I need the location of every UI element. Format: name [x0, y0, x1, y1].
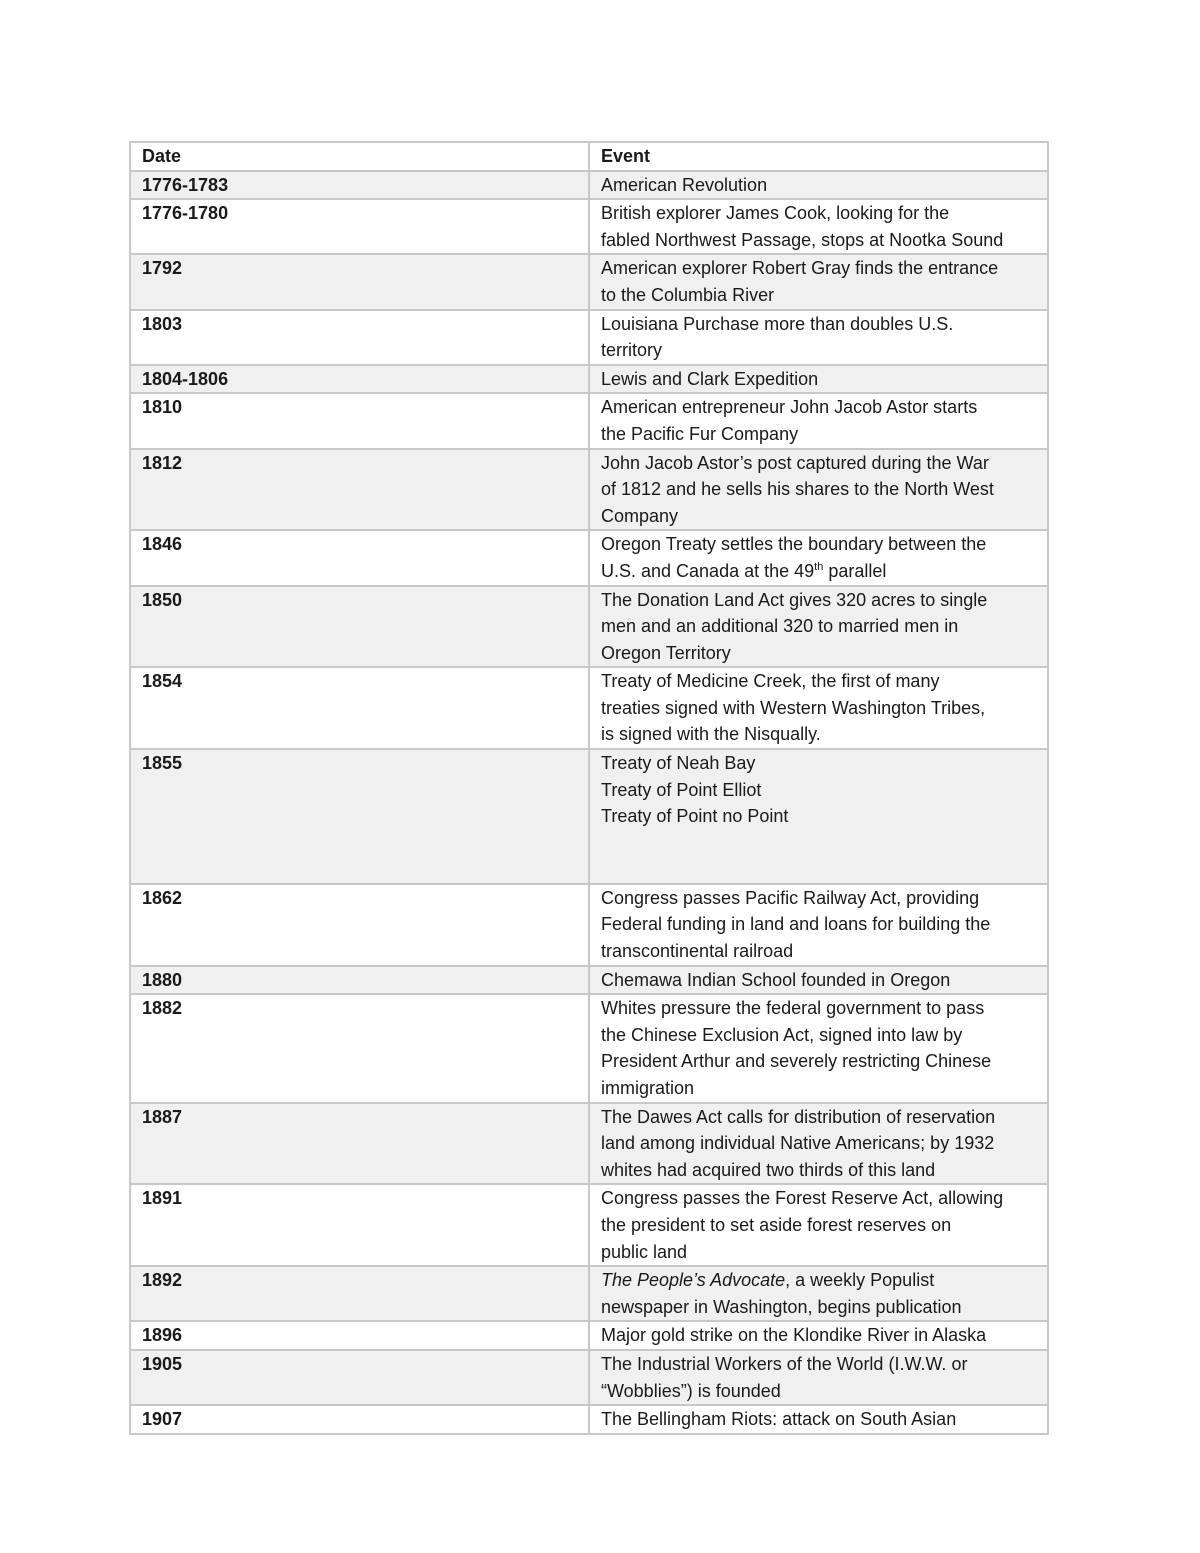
event-line: Treaty of Point Elliot [601, 779, 762, 800]
event-line: American explorer Robert Gray finds the entrance [601, 258, 999, 279]
table-row [130, 171, 1048, 200]
table-row [130, 749, 1048, 884]
date-cell: 1905 [130, 1350, 589, 1405]
table-row [130, 199, 1048, 254]
event-line: men and an additional 320 to married men in [601, 616, 959, 637]
date-cell: 1907 [130, 1405, 589, 1434]
event-line: John Jacob Astor’s post captured during the War [601, 452, 989, 473]
date-cell: 1896 [130, 1321, 589, 1350]
event-line: the Pacific Fur Company [601, 423, 799, 444]
date-cell: 1850 [130, 586, 589, 668]
event-cell [589, 884, 1048, 966]
table-row [130, 667, 1048, 749]
table-row [130, 365, 1048, 394]
date-cell: 1862 [130, 884, 589, 966]
date-cell: 1776-1783 [130, 171, 589, 200]
event-line: Treaty of Medicine Creek, the first of many [601, 671, 940, 692]
event-line: public land [601, 1241, 688, 1262]
event-line: The Bellingham Riots: attack on South Asian [601, 1409, 957, 1430]
date-cell: 1810 [130, 393, 589, 448]
date-column-header: Date [130, 142, 589, 171]
date-cell: 1792 [130, 254, 589, 309]
table-row [130, 1321, 1048, 1350]
event-line: fabled Northwest Passage, stops at Nootka Sound [601, 229, 1004, 250]
event-line: The Industrial Workers of the World (I.W.W. or [601, 1353, 968, 1374]
date-cell: 1812 [130, 449, 589, 531]
event-cell [589, 1103, 1048, 1185]
event-line: Treaty of Neah Bay [601, 753, 756, 774]
event-line: American Revolution [601, 174, 768, 195]
event-line-suffix: parallel [823, 560, 887, 581]
event-line: The Dawes Act calls for distribution of reservation [601, 1106, 996, 1127]
event-line: newspaper in Washington, begins publication [601, 1296, 962, 1317]
event-line: Major gold strike on the Klondike River in Alaska [601, 1325, 987, 1346]
newspaper-title: The People’s Advocate [601, 1270, 786, 1291]
event-column-header: Event [589, 142, 1048, 171]
event-cell [589, 749, 1048, 884]
event-line: treaties signed with Western Washington Tribes, [601, 697, 986, 718]
date-cell: 1776-1780 [130, 199, 589, 254]
table-row [130, 530, 1048, 585]
event-line: to the Columbia River [601, 284, 775, 305]
table-header-row [130, 142, 1048, 171]
date-cell: 1882 [130, 994, 589, 1102]
event-cell [589, 586, 1048, 668]
event-line: The Donation Land Act gives 320 acres to single [601, 589, 988, 610]
event-cell [589, 393, 1048, 448]
event-cell [589, 365, 1048, 394]
event-line: Whites pressure the federal government to pass [601, 998, 985, 1019]
event-line: American entrepreneur John Jacob Astor starts [601, 397, 978, 418]
date-cell: 1892 [130, 1266, 589, 1321]
date-cell: 1855 [130, 749, 589, 884]
event-line-prefix: U.S. and Canada at the 49 [601, 560, 815, 581]
event-cell [589, 994, 1048, 1102]
event-line-rest: , a weekly Populist [785, 1270, 935, 1291]
table-row [130, 393, 1048, 448]
ordinal-suffix: th [814, 560, 824, 573]
event-line: “Wobblies”) is founded [601, 1380, 781, 1401]
event-line: land among individual Native Americans; by 1932 [601, 1133, 995, 1154]
date-cell: 1804-1806 [130, 365, 589, 394]
event-cell [589, 254, 1048, 309]
date-cell: 1887 [130, 1103, 589, 1185]
event-line: is signed with the Nisqually. [601, 724, 821, 745]
event-line: territory [601, 340, 663, 361]
table-row [130, 310, 1048, 365]
date-cell: 1803 [130, 310, 589, 365]
event-cell [589, 199, 1048, 254]
event-cell [589, 1405, 1048, 1434]
event-line: Lewis and Clark Expedition [601, 368, 819, 389]
event-line [601, 558, 1041, 585]
event-cell [589, 449, 1048, 531]
event-line: Federal funding in land and loans for building the [601, 914, 991, 935]
event-line: the president to set aside forest reserves on [601, 1214, 952, 1235]
event-cell [589, 1184, 1048, 1266]
event-line: Chemawa Indian School founded in Oregon [601, 969, 951, 990]
event-cell [589, 1266, 1048, 1321]
event-line: immigration [601, 1078, 695, 1098]
event-cell [589, 530, 1048, 585]
table-row [130, 884, 1048, 966]
table-row [130, 254, 1048, 309]
event-line: President Arthur and severely restricting Chinese [601, 1051, 992, 1072]
event-cell [589, 171, 1048, 200]
table-row [130, 1103, 1048, 1185]
event-cell [589, 310, 1048, 365]
table-row [130, 994, 1048, 1102]
event-line: Congress passes the Forest Reserve Act, allowing [601, 1188, 1004, 1209]
date-cell: 1854 [130, 667, 589, 749]
event-cell [589, 1350, 1048, 1405]
date-cell: 1891 [130, 1184, 589, 1266]
event-line: Oregon Territory [601, 642, 731, 663]
table-row [130, 1184, 1048, 1266]
date-cell: 1846 [130, 530, 589, 585]
event-line: the Chinese Exclusion Act, signed into law by [601, 1024, 963, 1045]
event-line: Louisiana Purchase more than doubles U.S. [601, 313, 954, 334]
table-row [130, 966, 1048, 995]
table-row [130, 449, 1048, 531]
table-row [130, 1266, 1048, 1321]
event-line: Oregon Treaty settles the boundary between the [601, 534, 987, 555]
table-row [130, 1350, 1048, 1405]
event-cell [589, 966, 1048, 995]
date-cell: 1880 [130, 966, 589, 995]
event-cell [589, 1321, 1048, 1350]
timeline-table [129, 141, 1049, 1435]
event-line: Company [601, 505, 679, 526]
event-line: transcontinental railroad [601, 941, 794, 962]
table-row [130, 586, 1048, 668]
event-line: British explorer James Cook, looking for the [601, 203, 950, 224]
event-line: Treaty of Point no Point [601, 806, 789, 827]
event-line: of 1812 and he sells his shares to the North West [601, 479, 994, 500]
event-line [601, 1267, 1041, 1294]
event-cell [589, 667, 1048, 749]
event-line: whites had acquired two thirds of this land [601, 1159, 936, 1180]
event-line: Congress passes Pacific Railway Act, providing [601, 887, 980, 908]
table-row [130, 1405, 1048, 1434]
